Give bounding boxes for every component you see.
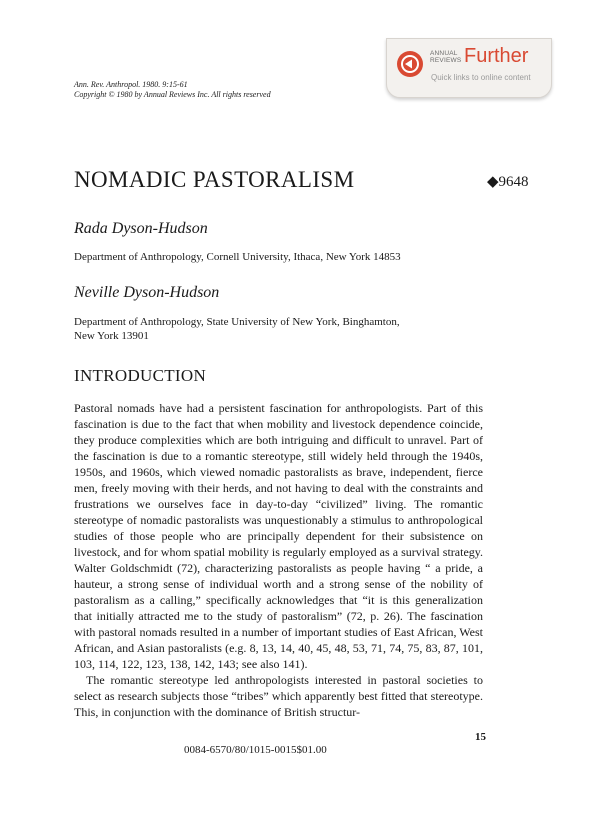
body-text (74, 400, 483, 720)
section-heading: INTRODUCTION (74, 366, 207, 385)
footer-code: 0084-6570/80/1015-0015$01.00 (184, 744, 327, 756)
citation (74, 80, 271, 100)
article-code: ◆9648 (487, 174, 529, 190)
author-name: Rada Dyson-Hudson (74, 220, 208, 237)
paragraph: The romantic stereotype led anthropologists interested in pastoral societies to select as research subjects those “tribes” which apparently best fitted that stereotype. This, in conjunction with the dominance of British structur- (74, 673, 483, 719)
author-name: Neville Dyson-Hudson (74, 284, 220, 301)
citation-line: Ann. Rev. Anthropol. 1980. 9:15-61 (74, 80, 188, 89)
page-number: 15 (475, 731, 486, 743)
further-label: Further (464, 45, 529, 67)
article-title: NOMADIC PASTORALISM (74, 167, 355, 192)
copyright-line: Copyright © 1980 by Annual Reviews Inc. All rights reserved (74, 90, 271, 99)
further-subtitle: Quick links to online content (431, 73, 531, 82)
further-arrow-icon (397, 51, 423, 77)
paragraph: Pastoral nomads have had a persistent fascination for anthropologists. Part of this fascination is due to the fact that when mobility and livestock dependence coincide, they produce complexities which are both intriguing and difficult to unravel. Part of the fascination is due to a romantic stereotype, still widely held through the 1940s, 1950s, and 1960s, which viewed nomadic pastoralists as brave, independent, fierce men, freely moving with their herds, and not having to deal with the constraints and frustrations we ourselves face in day-to-day “civilized” living. The romantic stereotype of nomadic pastoralists was unquestionably a stimulus to anthropological studies of those people who are principally dependent for their subsistence on livestock, and for whom spatial mobility is regularly employed as a survival strategy. Walter Goldschmidt (72), characterizing pastoralists as people having “ a pride, a hauteur, a strong sense of individual worth and a strong sense of the nobility of pastoralism as a calling,” specifically acknowledges that “it is this generalization that initially attracted me to the study of pastoralism” (72, p. 26). The fascination with pastoral nomads resulted in a number of important studies of East African, West African, and Asian pastoralists (e.g. 8, 13, 14, 40, 45, 48, 53, 71, 74, 75, 83, 87, 101, 103, 114, 122, 123, 138, 142, 143; see also 141). (74, 401, 483, 671)
further-badge[interactable] (386, 38, 552, 98)
further-publisher: ANNUAL REVIEWS (430, 50, 462, 64)
author-affiliation: Department of Anthropology, Cornell University, Ithaca, New York 14853 (74, 251, 401, 263)
author-affiliation: Department of Anthropology, State University of New York, Binghamton, New York 13901 (74, 316, 400, 342)
